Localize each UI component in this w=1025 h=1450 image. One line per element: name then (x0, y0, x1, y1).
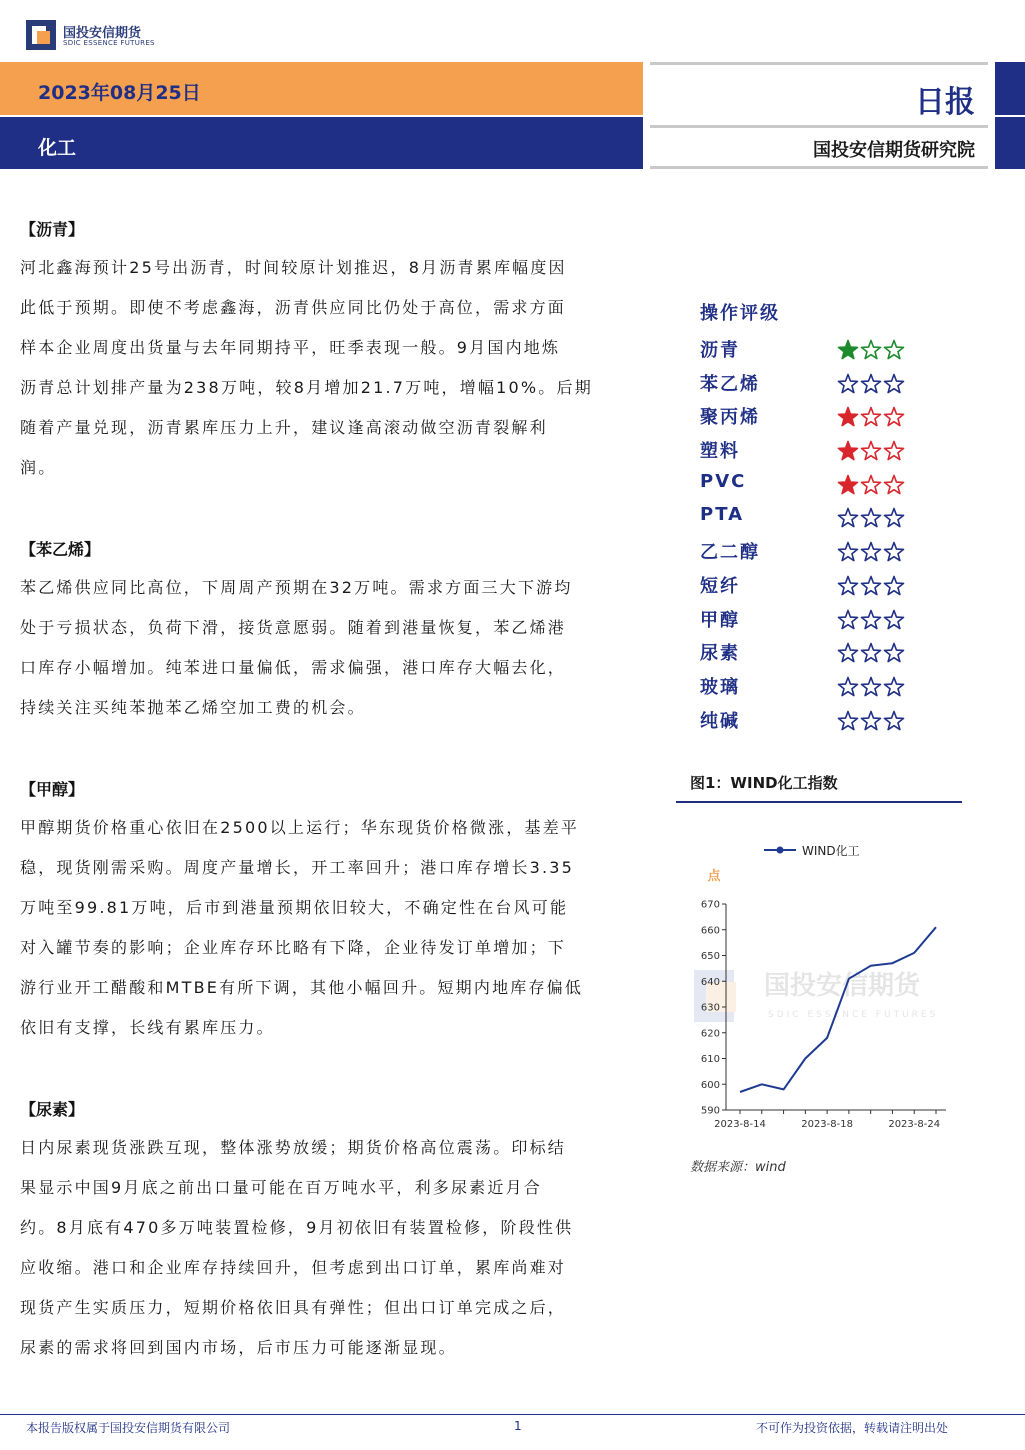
rating-name: 苯乙烯 (700, 373, 760, 395)
rating-name: 沥青 (700, 340, 740, 361)
watermark (694, 970, 938, 1022)
legend-label: WIND化工 (802, 844, 860, 858)
star-outline-icon (884, 610, 903, 628)
report-type: 日报 (915, 85, 975, 120)
star-outline-icon (838, 576, 857, 594)
rating-stars (837, 440, 907, 462)
rating-name: 乙二醇 (700, 542, 760, 564)
star-outline-icon (884, 408, 903, 426)
section-title-asphalt: 【沥青】 (20, 220, 85, 239)
logo-subtext: SDIC ESSENCE FUTURES (63, 39, 155, 47)
y-tick-label: 660 (700, 925, 720, 937)
star-outline-icon (861, 576, 880, 594)
section-title-methanol: 【甲醇】 (20, 780, 85, 799)
star-outline-icon (838, 677, 857, 695)
operation-rating-panel (700, 300, 940, 738)
star-outline-icon (861, 610, 880, 628)
rating-row (700, 368, 940, 402)
footer-disclaimer: 不可作为投资依据，转载请注明出处 (756, 1421, 949, 1435)
star-outline-icon (838, 543, 857, 561)
rating-stars (837, 541, 907, 563)
rating-name: PTA (700, 504, 745, 526)
star-outline-icon (861, 442, 880, 460)
report-sector: 化工 (38, 137, 77, 159)
y-tick-label: 620 (700, 1028, 720, 1040)
wind-chem-index-chart (676, 830, 966, 1140)
rating-row (700, 435, 940, 469)
rating-row (700, 570, 940, 604)
figure-title: 图1：WIND化工指数 (690, 774, 838, 792)
x-tick-label: 2023-8-18 (801, 1119, 853, 1130)
star-outline-icon (884, 711, 903, 729)
rating-name: 聚丙烯 (700, 407, 760, 429)
footer-copyright: 本报告版权属于国投安信期货有限公司 (26, 1421, 231, 1435)
section-body-styrene: 苯乙烯供应同比高位，下周周产预期在32万吨。需求方面三大下游均 处于亏损状态，负荷下滑，接货意愿弱。随着到港量恢复，苯乙烯港 口库存小幅增加。纯苯进口量偏低，需求偏强，港口库存大幅去化， 持续关注买纯苯抛苯乙烯空加工费的机会。 (20, 578, 573, 717)
section-title-urea: 【尿素】 (20, 1100, 85, 1119)
watermark-subtext: SDIC ESSENCE FUTURES (768, 1010, 939, 1020)
star-outline-icon (884, 442, 903, 460)
rating-stars (837, 474, 907, 496)
star-outline-icon (838, 711, 857, 729)
rating-name: 短纤 (700, 575, 740, 597)
star-outline-icon (884, 509, 903, 527)
star-filled-icon (838, 341, 857, 359)
logo-text: 国投安信期货 (63, 26, 142, 41)
section-body-methanol: 甲醇期货价格重心依旧在2500以上运行；华东现货价格微涨，基差平 稳，现货刚需采购。周度产量增长，开工率回升；港口库存增长3.35 万吨至99.81万吨，后市到港量预期依旧较大，不确定性在台风可能 对入罐节奏的影响；企业库存环比略有下降，企业待发订单增加；下 游行业开工醋酸和MTBE有所下调，其他小幅回升。短期内地库存偏低 依旧有支撑，长线有累库压力。 (20, 818, 584, 1037)
institute-name: 国投安信期货研究院 (813, 140, 975, 161)
rating-name: 玻璃 (700, 676, 740, 698)
y-tick-label: 650 (700, 951, 720, 962)
x-tick-label: 2023-8-24 (888, 1119, 941, 1130)
star-outline-icon (884, 475, 903, 493)
y-tick-label: 630 (700, 1002, 720, 1014)
logo-mark-icon (26, 20, 56, 50)
header-divider-middle (650, 125, 988, 128)
star-outline-icon (861, 475, 880, 493)
x-tick-label: 2023-8-14 (714, 1119, 766, 1130)
rating-row (700, 671, 940, 705)
star-outline-icon (884, 543, 903, 561)
footer-page-number: 1 (514, 1419, 522, 1433)
rating-row (700, 469, 940, 503)
section-title-styrene: 【苯乙烯】 (20, 540, 101, 559)
rating-stars (837, 406, 907, 428)
rating-name: PVC (700, 470, 747, 492)
rating-title: 操作评级 (700, 303, 780, 324)
star-outline-icon (861, 644, 880, 662)
rating-row (700, 637, 940, 671)
star-outline-icon (884, 644, 903, 662)
star-outline-icon (861, 677, 880, 695)
star-outline-icon (838, 509, 857, 527)
star-filled-icon (838, 442, 857, 460)
rating-stars (837, 507, 907, 529)
rating-row (700, 604, 940, 638)
rating-row (700, 502, 940, 536)
rating-row (700, 334, 940, 368)
star-outline-icon (884, 576, 903, 594)
rating-row (700, 705, 940, 739)
star-outline-icon (884, 341, 903, 359)
legend-marker (777, 847, 784, 854)
rating-stars (837, 676, 907, 698)
star-outline-icon (838, 610, 857, 628)
rating-stars (837, 373, 907, 395)
rating-stars (837, 642, 907, 664)
star-outline-icon (861, 509, 880, 527)
footer-divider (0, 1414, 1025, 1415)
y-tick-label: 600 (700, 1079, 720, 1091)
section-body-asphalt: 河北鑫海预计25号出沥青，时间较原计划推迟，8月沥青累库幅度因 此低于预期。即使不考虑鑫海，沥青供应同比仍处于高位，需求方面 样本企业周度出货量与去年同期持平，旺季表现一般。9月国内地炼 沥青总计划排产量为238万吨，较8月增加21.7万吨，增幅10%。后期 随着产量兑现，沥青累库压力上升，建议逢高滚动做空沥青裂解利 润。 (20, 258, 593, 477)
star-outline-icon (838, 644, 857, 662)
company-logo (26, 20, 166, 54)
rating-stars (837, 609, 907, 631)
star-outline-icon (838, 374, 857, 392)
rating-row (700, 536, 940, 570)
header-accent-bottom (995, 117, 1025, 169)
star-outline-icon (861, 711, 880, 729)
y-tick-label: 670 (700, 899, 720, 911)
rating-name: 纯碱 (700, 710, 740, 732)
watermark-text: 国投安信期货 (764, 971, 921, 1001)
star-outline-icon (861, 543, 880, 561)
star-outline-icon (884, 677, 903, 695)
rating-stars (837, 710, 907, 732)
star-outline-icon (861, 408, 880, 426)
header-accent-top (995, 62, 1025, 115)
header-divider-bottom (650, 166, 988, 169)
star-filled-icon (838, 475, 857, 493)
y-tick-label: 590 (700, 1105, 720, 1117)
header-divider-top (650, 62, 988, 65)
star-filled-icon (838, 408, 857, 426)
rating-name: 尿素 (700, 643, 740, 665)
rating-stars (837, 339, 907, 361)
figure-title-underline (676, 801, 962, 803)
sector-banner (0, 117, 643, 169)
chart-legend (764, 844, 860, 858)
data-source: 数据来源：wind (690, 1160, 786, 1175)
section-body-urea: 日内尿素现货涨跌互现，整体涨势放缓；期货价格高位震荡。印标结 果显示中国9月底之前出口量可能在百万吨水平，利多尿素近月合 约。8月底有470多万吨装置检修，9月初依旧有装置检修，阶段性供 应收缩。港口和企业库存持续回升，但考虑到出口订单，累库尚难对 现货产生实质压力，短期价格依旧具有弹性；但出口订单完成之后， 尿素的需求将回到国内市场，后市压力可能逐渐显现。 (20, 1138, 574, 1357)
rating-name: 甲醇 (700, 609, 740, 631)
rating-list (700, 334, 940, 738)
star-outline-icon (861, 341, 880, 359)
rating-name: 塑料 (700, 441, 740, 463)
y-axis-label: 点 (707, 869, 721, 884)
y-tick-label: 640 (700, 976, 720, 988)
y-tick-label: 610 (700, 1054, 720, 1065)
star-outline-icon (884, 374, 903, 392)
report-date: 2023年08月25日 (38, 82, 201, 104)
rating-stars (837, 575, 907, 597)
star-outline-icon (861, 374, 880, 392)
rating-row (700, 401, 940, 435)
